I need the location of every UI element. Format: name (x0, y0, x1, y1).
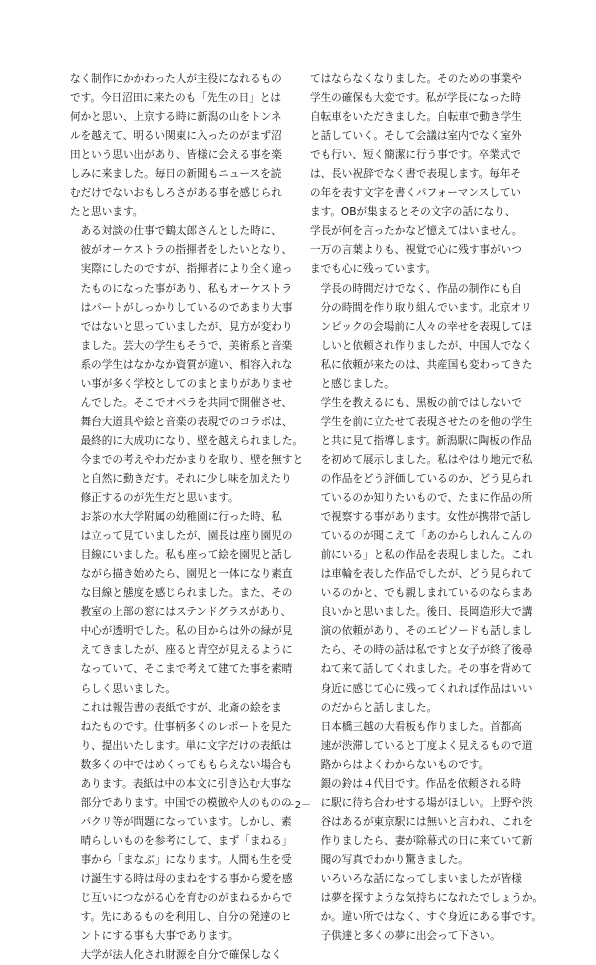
text-line: 前にいる」と私の作品を表現しました。これ (320, 549, 533, 562)
text-line: までも心に残っています。 (310, 263, 437, 276)
text-line: ンピックの会場前に人々の幸せを表現してほ (320, 320, 533, 333)
text-line: ねたものです。仕事柄多くのレポートを見た (80, 720, 292, 733)
text-line: 目線にいました。私も座って絵を園児と話し (80, 549, 293, 562)
text-line: 何かと思い、上京する時に新潟の山をトンネ (70, 111, 282, 124)
text-line: の作品をどう評価しているのか、どう見られ (320, 472, 533, 485)
text-line: 日本橋三越の大看板も作りました。首都高 (320, 720, 522, 733)
text-line: なっていて、そこまで考えて建てた事を素晴 (80, 663, 293, 676)
text-line: と共に見て指導します。新潟駅に陶板の作品 (320, 434, 532, 447)
text-line: と感じました。 (320, 377, 395, 390)
text-line: てはならなくなりました。そのための事業や (310, 73, 522, 85)
text-line: 学長が何を言ったかなど憶えてはいません。 (310, 225, 523, 238)
text-line: ました。芸大の学生もそうで、美術系と音楽 (80, 339, 293, 352)
text-line: 事から「まなぶ」になります。人間も生を受 (80, 853, 292, 866)
paragraph (70, 699, 306, 947)
text-line: です。今日沼田に来たのも「先生の日」とは (70, 92, 282, 105)
paragraph (310, 775, 546, 870)
text-line: 良いかと思いました。後日、長岡造形大で講 (320, 606, 533, 619)
text-line: 大学が法人化され財源を自分で確保しなく (80, 949, 282, 962)
text-line: ルを越えて、明るい関東に入ったのがまず沼 (70, 130, 282, 143)
text-line: 聞の写真でわかり驚きました。 (320, 853, 469, 866)
text-line: んでした。そこでオペラを共同で開催させ、 (80, 396, 293, 409)
text-line: 銀の鈴は４代目です。作品を依頼される時 (320, 777, 522, 790)
paragraph (70, 222, 306, 508)
text-line: 自転車をいただきました。自転車で動き学生 (310, 111, 522, 124)
text-line: たものになった事があり、私もオーケストラ (80, 282, 293, 295)
text-line: 実際にしたのですが、指揮者により全く違っ (80, 263, 293, 276)
text-line: 中心が透明でした。私の目からは外の緑が見 (80, 625, 293, 638)
text-line: 速が渋滞していると丁度よく見えるもので道 (320, 739, 533, 752)
text-line: しみに来ました。毎日の新聞もニュースを読 (70, 168, 282, 181)
text-line: 身近に感じて心に残ってくれれば作品はいい (320, 682, 533, 695)
text-line: らしく思いました。 (80, 682, 176, 695)
text-line: 学生を教えるにも、黒板の前ではしないで (320, 396, 522, 409)
text-line: なく制作にかかわった人が主役になれるもの (70, 73, 282, 85)
paragraph (310, 280, 546, 394)
text-line: の年を表す文字を書くパフォーマンスしてい (310, 187, 522, 200)
text-line: 最終的に大成功になり、壁を越えられました。 (80, 434, 304, 447)
text-line: 路からはよくわからないものです。 (320, 758, 490, 771)
text-line: な目線と態度を感じられました。また、その (80, 587, 293, 600)
text-line: を初めて展示しました。私はやはり地元で私 (320, 453, 533, 466)
text-line: 部分であります。中国での模倣や人のものの (80, 796, 292, 809)
text-line: 学長の時間だけでなく、作品の制作にも自 (320, 282, 522, 295)
text-line: は立って見ていましたが、園長は座り園児の (80, 530, 293, 543)
text-line: パクリ等が問題になっています。しかし、素 (80, 815, 292, 828)
text-line: 今までの考えやわだかまりを取り、壁を無すと (80, 453, 304, 466)
text-line: に駅に待ち合わせする場がほしい。上野や渋 (320, 796, 533, 809)
text-line: い事が多く学校としてのまとまりがありませ (80, 377, 293, 390)
text-line: 学生を前に立たせて表現させたのを他の学生 (320, 415, 533, 428)
text-line: 彼がオーケストラの指揮者をしたいとなり、 (80, 244, 293, 257)
text-line: は、長い祝辞でなく書で表現します。毎年そ (310, 168, 522, 181)
paragraph (310, 70, 546, 280)
text-line: ントにする事も大事であります。 (80, 930, 239, 943)
text-line: ているのか知りたいもので、たまに作品の所 (320, 492, 533, 505)
text-line: でも行い、短く簡潔に行う事です。卒業式で (310, 149, 522, 162)
paragraph (70, 508, 306, 698)
text-line: 私に依頼が来たのは、共産国も変わってきた (320, 358, 533, 371)
text-line: いるのかと、でも親しまれているのならまあ (320, 587, 533, 600)
text-line: はパートがしっかりしているのであまり大事 (80, 301, 293, 314)
text-line: 谷はあるが東京駅には無いと言われ、これを (320, 815, 534, 828)
text-line: しいと依頼され作りましたが、中国人でなく (320, 339, 533, 352)
text-line: 舞台大道具や絵と音楽の表現でのコラボは、 (80, 415, 293, 428)
text-line: ながら描き始めたら、園児と一体になり素直 (80, 568, 293, 581)
text-line: り、提出いたします。単に文字だけの表紙は (80, 739, 292, 752)
text-line: す。先にあるものを利用し、自分の発達のヒ (80, 911, 292, 924)
text-line: 教室の上部の窓にはステンドグラスがあり、 (80, 606, 292, 619)
text-line: と自然に動きだす。それに少し味を加えたり (80, 472, 292, 485)
paragraph (310, 718, 546, 775)
text-line: 学生の確保も大変です。私が学長になった時 (310, 92, 522, 105)
text-line: お茶の水大学附属の幼稚園に行った時、私 (80, 511, 282, 524)
text-line: け誕生する時は母のまねをする事から愛を感 (80, 872, 293, 885)
text-line: ます。OBが集まるとその文字の話になり、 (310, 206, 516, 219)
page-number: －2－ (284, 800, 312, 811)
text-line: 演の依頼があり、そのエピソードも話しまし (320, 625, 533, 638)
text-line: たら、その時の話は私ですと女子が終了後尋 (320, 644, 533, 657)
right-column (310, 70, 546, 946)
paragraph (70, 946, 306, 965)
text-line: 分の時間を作り取り組んでいます。北京オリ (320, 301, 532, 314)
text-line: 晴らしいものを参考にして、まず「まねる」 (80, 834, 293, 847)
text-line: 系の学生はなかなか資質が違い、相容入れな (80, 358, 293, 371)
text-line: のだからと話しました。 (320, 701, 438, 714)
paragraph (310, 394, 546, 718)
text-line: ではないと思っていましたが、見方が変わり (80, 320, 293, 333)
text-line: これは報告書の表紙ですが、北斎の絵をま (80, 701, 282, 714)
text-line: 子供達と多くの夢に出会って下さい。 (320, 930, 501, 943)
text-line: えてきましたが、座ると青空が見えるように (80, 644, 293, 657)
text-line: は車輪を表した作品でしたが、どう見られて (320, 568, 533, 581)
text-line: 数多くの中ではめくってももらえない場合も (80, 758, 293, 771)
text-line: か。違い所ではなく、すぐ身近にある事です。 (320, 911, 543, 924)
left-column (70, 70, 306, 965)
text-line: むだけでないおもしろさがある事を感じられ (70, 187, 282, 200)
text-line: 作りましたら、妻が除幕式の日に来ていて新 (320, 834, 533, 847)
paragraph (70, 70, 306, 222)
text-line: 田という思い出があり、皆様に会える事を楽 (70, 149, 282, 162)
text-line: で視察する事があります。女性が携帯で話し (320, 511, 532, 524)
text-line: たと思います。 (70, 206, 144, 219)
text-line: ているのが聞こえて「あのからしれんこんの (320, 530, 533, 543)
text-line: 一万の言葉よりも、視覚で心に残す事がいつ (310, 244, 522, 257)
text-line: いろいろな話になってしまいましたが皆様 (320, 872, 522, 885)
text-line: ある対談の仕事で鶴太郎さんとした時に、 (80, 225, 282, 238)
text-line: あります。表紙は中の本文に引き込む大事な (80, 777, 292, 790)
text-line: と話していく。そして会議は室内でなく室外 (310, 130, 522, 143)
text-line: 修正するのが先生だと思います。 (80, 492, 239, 505)
text-line: は夢を探すような気持ちになれたでしょうか。 (320, 892, 544, 905)
text-line: じ互いにつながる心を育むのがまねるからで (80, 892, 293, 905)
text-line: ねて来て話してくれました。その事を背めて (320, 663, 533, 676)
paragraph (310, 870, 546, 946)
